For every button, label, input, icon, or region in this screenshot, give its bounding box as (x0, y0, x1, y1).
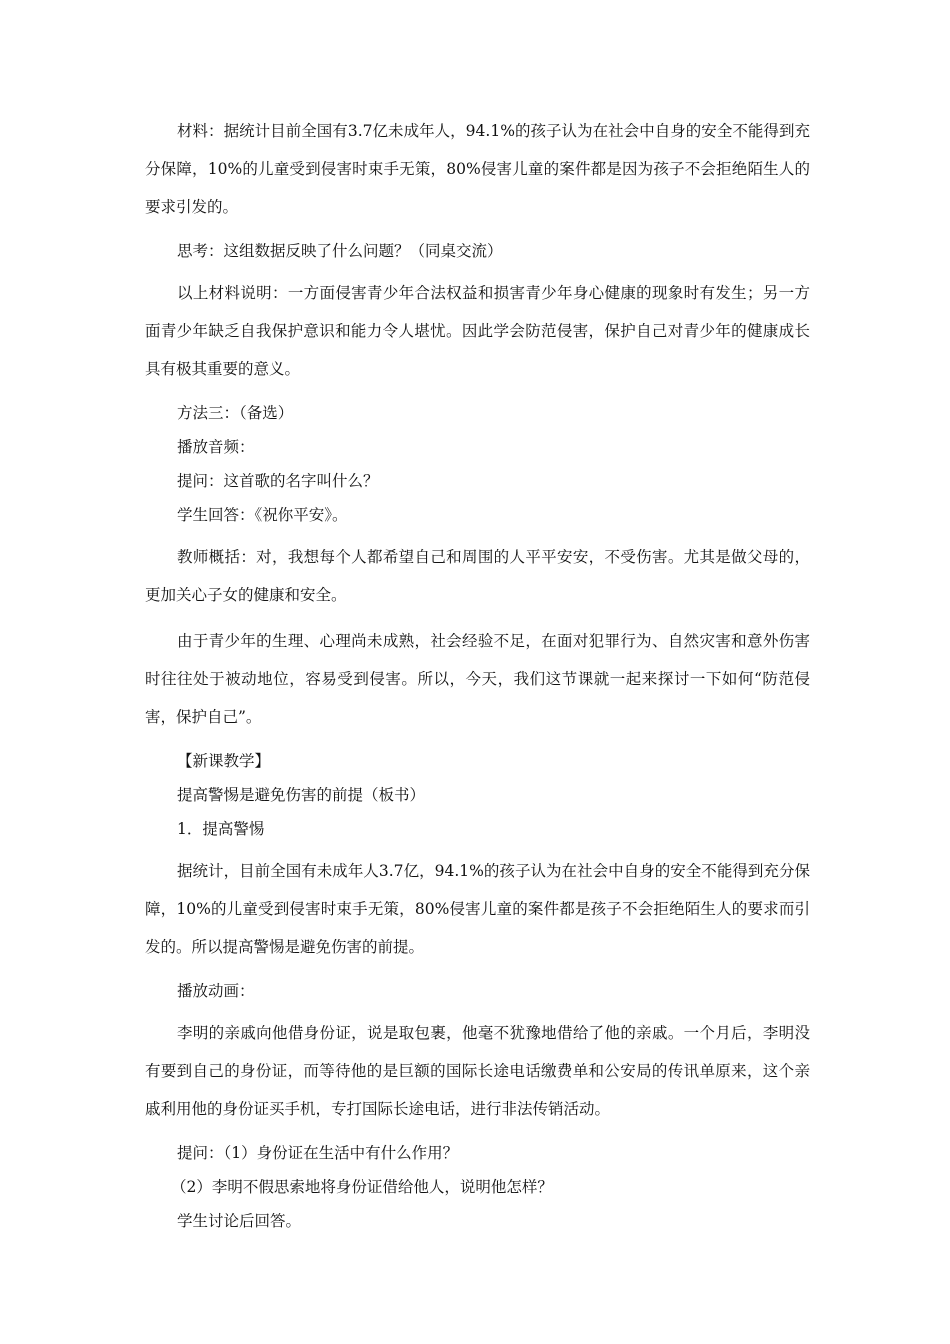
paragraph-statistics: 据统计，目前全国有未成年人3.7亿，94.1%的孩子认为在社会中自身的安全不能得到充分保障，10%的儿童受到侵害时束手无策，80%侵害儿童的案件都是孩子不会拒绝陌生人的要求而引发的。所以提高警惕是避免伤害的前提。 (145, 862, 810, 956)
section-heading-new-lesson: 【新课教学】 (177, 752, 271, 770)
paragraph-play-animation: 播放动画： (177, 982, 255, 1000)
paragraph-question-song: 提问：这首歌的名字叫什么？ (177, 472, 379, 490)
paragraph-question-two: （2）李明不假思索地将身份证借给他人，说明他怎样？ (171, 1178, 553, 1196)
document-body (145, 112, 810, 1238)
paragraph-story: 李明的亲戚向他借身份证，说是取包裹，他毫不犹豫地借给了他的亲戚。一个月后，李明没有要到自己的身份证，而等待他的是巨额的国际长途电话缴费单和公安局的传讯单原来，这个亲戚利用他的身份证买手机，专打国际长途电话，进行非法传销活动。 (145, 1024, 810, 1118)
paragraph-play-audio: 播放音频： (177, 438, 255, 456)
paragraph-material: 材料：据统计目前全国有3.7亿未成年人，94.1%的孩子认为在社会中自身的安全不能得到充分保障，10%的儿童受到侵害时束手无策，80%侵害儿童的案件都是因为孩子不会拒绝陌生人的要求引发的。 (145, 122, 810, 216)
paragraph-thinking: 思考：这组数据反映了什么问题？（同桌交流） (177, 242, 503, 260)
paragraph-question-one: 提问：（1）身份证在生活中有什么作用？ (177, 1144, 459, 1162)
paragraph-method-three: 方法三：（备选） (177, 404, 294, 422)
paragraph-student-answer: 学生回答：《祝你平安》。 (177, 506, 348, 524)
paragraph-material-explanation: 以上材料说明：一方面侵害青少年合法权益和损害青少年身心健康的现象时有发生；另一方面青少年缺乏自我保护意识和能力令人堪忧。因此学会防范侵害，保护自己对青少年的健康成长具有极其重要的意义。 (145, 284, 810, 378)
paragraph-teacher-summary: 教师概括：对，我想每个人都希望自己和周围的人平平安安，不受伤害。尤其是做父母的，更加关心子女的健康和安全。 (145, 548, 810, 604)
paragraph-student-discussion: 学生讨论后回答。 (177, 1212, 302, 1230)
subsection-heading-vigilance: 1．提高警惕 (177, 820, 265, 838)
paragraph-board-note: 提高警惕是避免伤害的前提（板书） (177, 786, 426, 804)
paragraph-introduction: 由于青少年的生理、心理尚未成熟，社会经验不足，在面对犯罪行为、自然灾害和意外伤害时往往处于被动地位，容易受到侵害。所以，今天，我们这节课就一起来探讨一下如何“防范侵害，保护自己”。 (145, 632, 810, 726)
